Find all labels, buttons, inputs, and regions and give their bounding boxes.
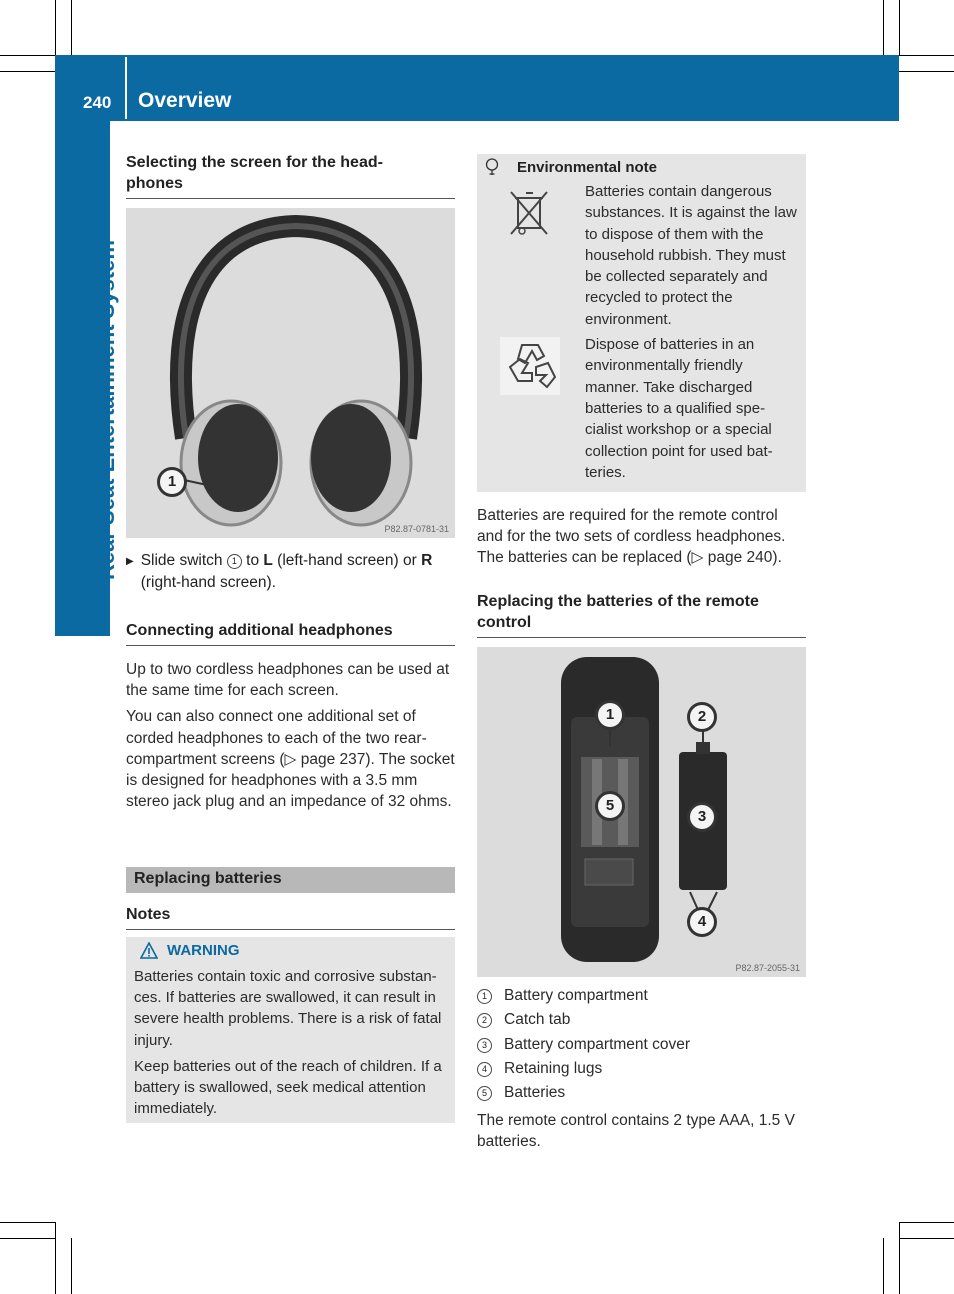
step-bold-r: R	[421, 552, 433, 569]
step-text: Slide switch	[140, 552, 227, 569]
crop-mark	[899, 1238, 954, 1239]
crop-mark	[0, 1222, 55, 1223]
warning-box	[126, 937, 455, 1123]
page-title: Overview	[138, 89, 232, 112]
connecting-section	[126, 620, 455, 812]
crop-mark	[899, 71, 954, 72]
crop-mark	[883, 1238, 884, 1294]
section-bar-title: Replacing batteries	[134, 870, 282, 887]
crop-mark	[55, 1222, 56, 1294]
image-caption: P82.87-2055-31	[735, 963, 800, 973]
env-note-header	[485, 158, 657, 176]
step-text: (right-hand screen).	[140, 574, 276, 591]
crop-mark	[899, 55, 954, 56]
section-side-label: Rear Seat Entertainment System	[94, 240, 119, 580]
remote-illustration	[477, 647, 806, 977]
step-text: to	[241, 552, 264, 569]
step-text: (left-hand screen) or	[272, 552, 422, 569]
env-note-text	[585, 181, 797, 483]
legend-number: 1	[477, 989, 492, 1004]
legend-label: Retaining lugs	[504, 1059, 603, 1077]
lightbulb-icon	[485, 158, 499, 176]
warning-paragraph: Batteries contain toxic and corrosive substan-ces. If batteries are swallowed, it can result in severe health problems. There is a risk of fatal injury.	[134, 968, 442, 1049]
crop-mark	[71, 0, 72, 55]
paragraph: Up to two cordless headphones can be used at the same time for each screen.	[126, 661, 450, 700]
legend-item	[477, 1057, 806, 1081]
crop-mark	[899, 0, 900, 55]
crossed-bin-icon	[507, 188, 553, 240]
section-heading-remote: Replacing the batteries of the remote control	[477, 591, 806, 638]
crop-mark	[71, 1238, 72, 1294]
legend-item	[477, 1081, 806, 1105]
step-bold-l: L	[263, 552, 273, 569]
legend-label: Battery compartment	[504, 987, 648, 1004]
env-note-title: Environmental note	[517, 158, 658, 176]
legend-number: 4	[477, 1062, 492, 1077]
crop-mark	[0, 55, 55, 56]
callout-2: 2	[687, 702, 717, 732]
environmental-note-box	[477, 154, 806, 492]
crop-mark	[899, 1222, 900, 1294]
legend-number: 3	[477, 1038, 492, 1053]
page-header	[55, 55, 899, 121]
callout-1: 1	[157, 467, 187, 497]
recycle-icon	[500, 337, 560, 395]
section-heading-screen: Selecting the screen for the head- phones	[126, 152, 455, 199]
crop-mark	[55, 0, 56, 55]
legend-number: 2	[477, 1013, 492, 1028]
legend-item	[477, 984, 806, 1008]
replacing-remote-section	[477, 591, 806, 638]
image-caption: P82.87-0781-31	[384, 524, 449, 534]
callout-5: 5	[595, 791, 625, 821]
legend-label: Batteries	[504, 1084, 566, 1102]
header-divider	[125, 57, 127, 119]
callout-3: 3	[687, 802, 717, 832]
crop-mark	[883, 0, 884, 55]
legend-list	[477, 984, 806, 1105]
warning-header	[140, 942, 240, 959]
closing-paragraph	[477, 1110, 807, 1152]
crop-mark	[899, 1222, 954, 1223]
crop-mark	[0, 1238, 55, 1239]
legend-item	[477, 1008, 806, 1032]
paragraph: Batteries are required for the remote control and for the two sets of cordless headphones. The batteries can be replaced (▷ page 240).	[477, 507, 786, 567]
warning-triangle-icon	[140, 942, 158, 959]
bullet-triangle-icon: ▶	[126, 556, 134, 567]
env-paragraph: Dispose of batteries in an environmentally friendly manner. Take discharged batteries to a qualified spe-cialist workshop or a special collection point for used bat-teries.	[585, 336, 773, 481]
paragraph: You can also connect one additional set of corded headphones to each of the two rear-compartment screens (▷ page 237). The socket is designed for headphones with a 3.5 mm stereo jack plug and an impedance of 32 ohms.	[126, 708, 455, 811]
callout-ref-1: 1	[227, 554, 242, 569]
batteries-intro	[477, 505, 807, 569]
headphones-image	[126, 208, 455, 538]
env-paragraph: Batteries contain dangerous substances. It is against the law to dispose of them with the household rubbish. They must be collected separately and recycled to protect the environment.	[585, 183, 797, 328]
section-heading-connecting: Connecting additional headphones	[126, 620, 455, 646]
paragraph: The remote control contains 2 type AAA, 1.5 V batteries.	[477, 1112, 795, 1151]
notes-section	[126, 904, 455, 930]
legend-label: Battery compartment cover	[504, 1035, 691, 1053]
notes-heading: Notes	[126, 904, 455, 930]
section-bar-replacing	[126, 867, 455, 893]
legend-label: Catch tab	[504, 1011, 571, 1029]
warning-paragraph: Keep batteries out of the reach of children. If a battery is swallowed, seek medical attention immediately.	[134, 1057, 442, 1118]
legend-number: 5	[477, 1086, 492, 1101]
remote-control-image	[477, 647, 806, 977]
warning-text	[134, 966, 450, 1119]
legend-item	[477, 1033, 806, 1057]
callout-1: 1	[595, 700, 625, 730]
page-number: 240	[83, 93, 112, 112]
instruction-step	[126, 550, 455, 594]
callout-4: 4	[687, 907, 717, 937]
warning-title: WARNING	[167, 942, 240, 959]
crop-mark	[0, 71, 55, 72]
left-column	[126, 152, 455, 199]
